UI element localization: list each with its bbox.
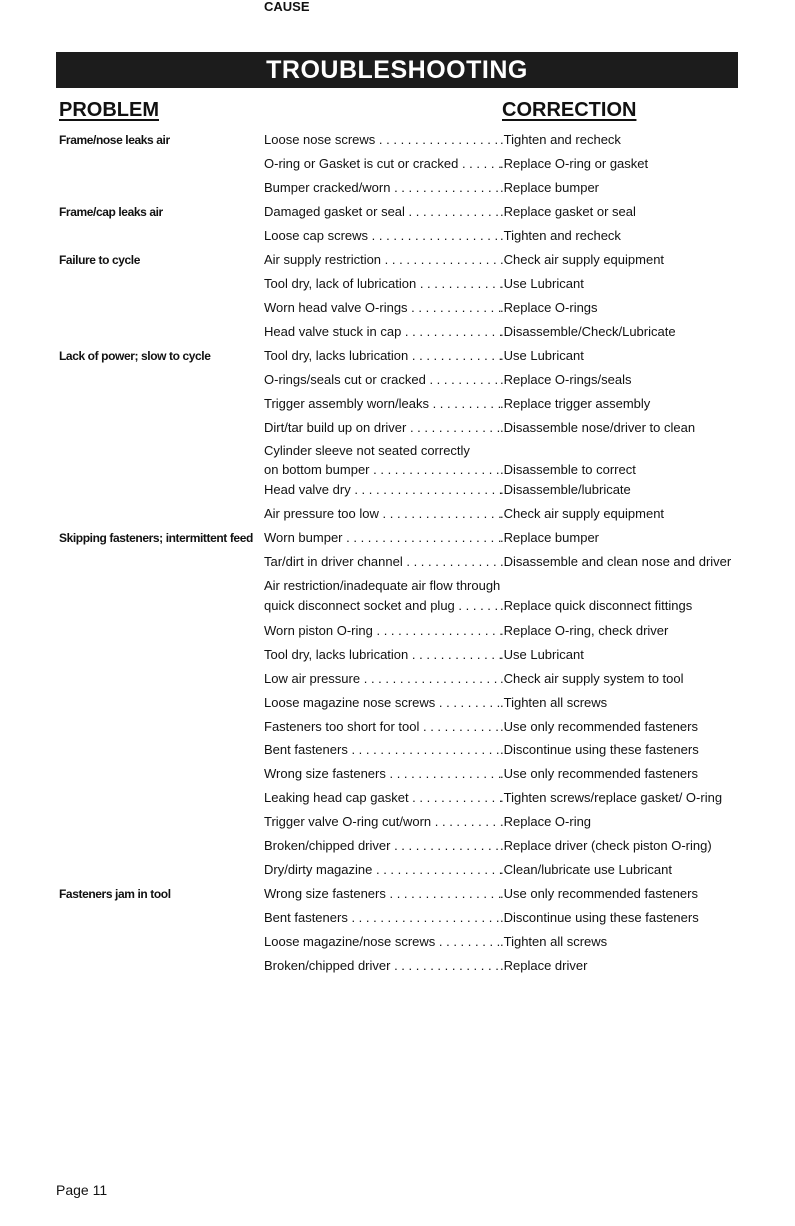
cause-cell: Worn bumper . . . <box>264 530 501 545</box>
correction-cell: .Use only recommended fasteners <box>500 719 698 734</box>
cause-cell: Bumper cracked/worn . . . <box>264 180 501 195</box>
correction-cell: .Replace bumper <box>500 530 599 545</box>
problem-cell: Skipping fasteners; intermittent feed <box>59 531 253 545</box>
table-row <box>0 205 795 229</box>
table-row <box>0 791 795 815</box>
cause-cell: Air pressure too low . . . <box>264 506 501 521</box>
table-row <box>0 229 795 253</box>
problem-cell: Lack of power; slow to cycle <box>59 349 211 363</box>
table-row <box>0 157 795 181</box>
table-row <box>0 720 795 744</box>
table-row <box>0 133 795 157</box>
table-row <box>0 421 795 445</box>
correction-cell: .Check air supply equipment <box>500 252 665 267</box>
correction-cell: .Replace quick disconnect fittings <box>500 598 693 613</box>
page-number: Page 11 <box>56 1182 108 1198</box>
table-row <box>0 349 795 373</box>
correction-cell: .Replace O-ring <box>500 814 592 829</box>
table-row <box>0 277 795 301</box>
correction-cell: .Check air supply equipment <box>500 506 665 521</box>
table-row <box>0 181 795 205</box>
correction-cell: .Tighten all screws <box>500 695 608 710</box>
table-row <box>0 839 795 863</box>
cause-cell: Bent fasteners . . . <box>264 910 501 925</box>
cause-cell: O-rings/seals cut or cracked . . . <box>264 372 501 387</box>
correction-cell: .Disassemble/lubricate <box>500 482 631 497</box>
problem-cell: Frame/nose leaks air <box>59 133 170 147</box>
correction-cell: .Replace driver (check piston O-ring) <box>500 838 712 853</box>
problem-cell: Fasteners jam in tool <box>59 887 171 901</box>
table-row <box>0 301 795 325</box>
cause-cell: Trigger assembly worn/leaks . . . <box>264 396 501 411</box>
table-row <box>0 483 795 507</box>
cause-cell: Bent fasteners . . . <box>264 742 501 757</box>
table-row <box>0 911 795 935</box>
correction-cell: .Replace driver <box>500 958 588 973</box>
cause-cell: Broken/chipped driver . . . <box>264 958 501 973</box>
table-row <box>0 935 795 959</box>
table-row <box>0 743 795 767</box>
problem-cell: Frame/cap leaks air <box>59 205 163 219</box>
table-row <box>0 555 795 579</box>
cause-cell: Low air pressure . . . <box>264 671 501 686</box>
cause-cell: Dry/dirty magazine . . . <box>264 862 501 877</box>
cause-cell: quick disconnect socket and plug . . . <box>264 598 501 613</box>
correction-cell: .Tighten all screws <box>500 934 608 949</box>
correction-cell: .Use only recommended fasteners <box>500 886 698 901</box>
cause-cell: Fasteners too short for tool . . . <box>264 719 501 734</box>
correction-cell: .Discontinue using these fasteners <box>500 742 699 757</box>
table-row <box>0 959 795 983</box>
cause-cell: Trigger valve O-ring cut/worn . . . <box>264 814 501 829</box>
correction-cell: .Disassemble to correct <box>500 462 636 477</box>
correction-cell: .Replace O-ring or gasket <box>500 156 649 171</box>
cause-cell: Loose magazine/nose screws . . . <box>264 934 501 949</box>
table-row <box>0 648 795 672</box>
cause-cell: Head valve dry . . . <box>264 482 501 497</box>
table-row <box>0 815 795 839</box>
cause-cell: Wrong size fasteners . . . <box>264 766 501 781</box>
cause-cell: Cylinder sleeve not seated correctly <box>264 443 470 458</box>
cause-cell: Loose cap screws . . . <box>264 228 501 243</box>
cause-cell: Tar/dirt in driver channel . . . <box>264 554 501 569</box>
cause-cell: Air supply restriction . . . <box>264 252 501 267</box>
table-row <box>0 531 795 555</box>
correction-cell: .Replace gasket or seal <box>500 204 636 219</box>
correction-cell: .Replace bumper <box>500 180 599 195</box>
cause-cell: Wrong size fasteners . . . <box>264 886 501 901</box>
table-row <box>0 887 795 911</box>
correction-cell: .Clean/lubricate use Lubricant <box>500 862 672 877</box>
table-row <box>0 672 795 696</box>
cause-cell: Dirt/tar build up on driver . . . <box>264 420 501 435</box>
cause-cell: Tool dry, lacks lubrication . . . <box>264 647 501 662</box>
cause-cell: Head valve stuck in cap . . . <box>264 324 501 339</box>
correction-cell: .Replace trigger assembly <box>500 396 651 411</box>
table-row <box>0 767 795 791</box>
correction-cell: .Tighten screws/replace gasket/ O-ring <box>500 790 723 805</box>
table-row <box>0 696 795 720</box>
title-banner <box>56 52 738 88</box>
cause-cell: Air restriction/inadequate air flow through <box>264 578 501 593</box>
cause-cell: O-ring or Gasket is cut or cracked . . . <box>264 156 501 171</box>
correction-header: CORRECTION <box>502 99 637 121</box>
page-title: TROUBLESHOOTING <box>266 55 528 84</box>
correction-cell: .Replace O-rings <box>500 300 598 315</box>
correction-cell: .Tighten and recheck <box>500 228 621 243</box>
cause-cell: Worn piston O-ring . . . <box>264 623 501 638</box>
cause-header: CAUSE <box>264 0 310 14</box>
correction-cell: .Use only recommended fasteners <box>500 766 698 781</box>
correction-cell: .Use Lubricant <box>500 348 584 363</box>
cause-cell: Damaged gasket or seal . . . <box>264 204 501 219</box>
problem-header: PROBLEM <box>59 99 159 121</box>
table-row <box>0 397 795 421</box>
cause-cell: Loose nose screws . . . <box>264 132 501 147</box>
correction-cell: .Use Lubricant <box>500 276 584 291</box>
correction-cell: .Disassemble and clean nose and driver <box>500 554 732 569</box>
table-row <box>0 624 795 648</box>
cause-cell: Leaking head cap gasket . . . <box>264 790 501 805</box>
problem-cell: Failure to cycle <box>59 253 140 267</box>
correction-cell: .Tighten and recheck <box>500 132 621 147</box>
cause-cell: Tool dry, lack of lubrication . . . <box>264 276 501 291</box>
correction-cell: .Replace O-rings/seals <box>500 372 632 387</box>
table-row <box>0 863 795 887</box>
table-row <box>0 507 795 531</box>
table-row <box>0 325 795 349</box>
table-row <box>0 373 795 397</box>
cause-cell: on bottom bumper . . . <box>264 462 501 477</box>
correction-cell: .Discontinue using these fasteners <box>500 910 699 925</box>
cause-cell: Worn head valve O-rings . . . <box>264 300 501 315</box>
cause-cell: Loose magazine nose screws . . . <box>264 695 501 710</box>
correction-cell: .Disassemble nose/driver to clean <box>500 420 696 435</box>
cause-cell: Broken/chipped driver . . . <box>264 838 501 853</box>
correction-cell: .Replace O-ring, check driver <box>500 623 669 638</box>
table-row <box>0 253 795 277</box>
correction-cell: .Disassemble/Check/Lubricate <box>500 324 676 339</box>
table-row <box>0 599 795 623</box>
cause-cell: Tool dry, lacks lubrication . . . <box>264 348 501 363</box>
correction-cell: .Use Lubricant <box>500 647 584 662</box>
correction-cell: .Check air supply system to tool <box>500 671 684 686</box>
